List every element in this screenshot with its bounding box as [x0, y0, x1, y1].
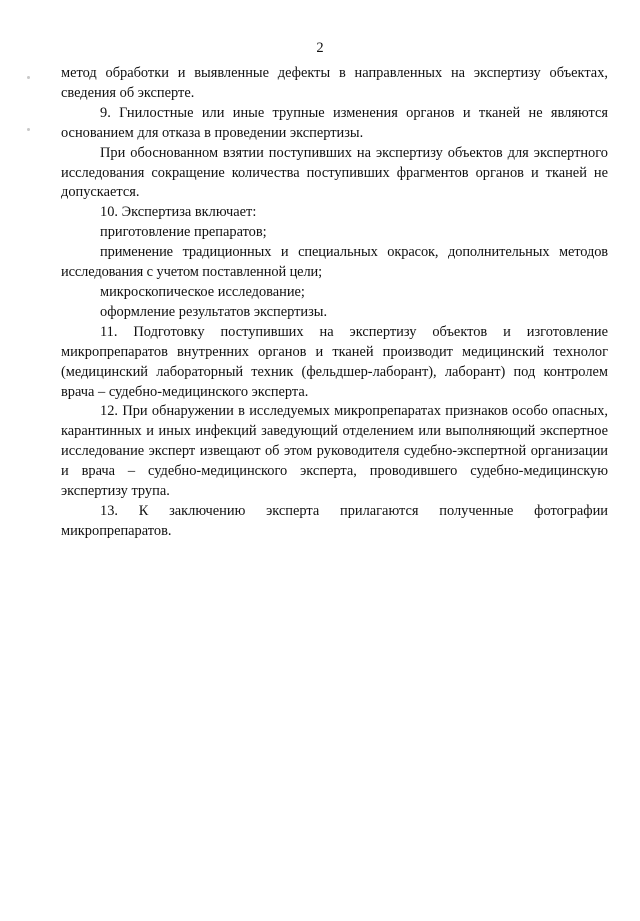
page-number: 2: [316, 40, 324, 56]
paragraph-continuation: метод обработки и выявленные дефекты в направленных на экспертизу объектах, сведения об эксперте.: [61, 65, 608, 101]
scan-margin-mark: [27, 76, 30, 79]
paragraph-10: 10. Экспертиза включает:: [100, 204, 257, 221]
paragraph-10-item: применение традиционных и специальных окрасок, дополнительных методов исследования с учетом поставленной цели;: [61, 244, 608, 281]
scan-margin-mark: [27, 128, 30, 131]
paragraph-12: 12. При обнаружении в исследуемых микропрепаратах признаков особо опасных, карантинных и иных инфекций заведующий отделением или выполняющий экспертное исследование эксперт извещают об этом руководителя судебно-экспертной организации и врача – судебно-медицинского эксперта, проводившего судебно-медицинскую экспертизу трупа.: [61, 403, 608, 500]
paragraph-9: 9. Гнилостные или иные трупные изменения органов и тканей не являются основанием для отказа в проведении экспертизы.: [61, 104, 608, 141]
paragraph-9-continued: При обоснованном взятии поступивших на экспертизу объектов для экспертного исследования сокращение количества поступивших фрагментов органов и тканей не допускается.: [61, 144, 608, 201]
paragraph-10-item: приготовление препаратов;: [100, 224, 267, 241]
paragraph-10-item: микроскопическое исследование;: [100, 283, 305, 300]
paragraph-13: 13. К заключению эксперта прилагаются полученные фотографии микропрепаратов.: [61, 502, 608, 539]
document-body: [61, 64, 608, 542]
paragraph-10-item: оформление результатов экспертизы.: [100, 303, 328, 320]
paragraph-11: 11. Подготовку поступивших на экспертизу объектов и изготовление микропрепаратов внутренних органов и тканей производит медицинский технолог (медицинский лабораторный техник (фельдшер-лаборант), лаборант) под контролем врача – судебно-медицинского эксперта.: [61, 323, 608, 400]
